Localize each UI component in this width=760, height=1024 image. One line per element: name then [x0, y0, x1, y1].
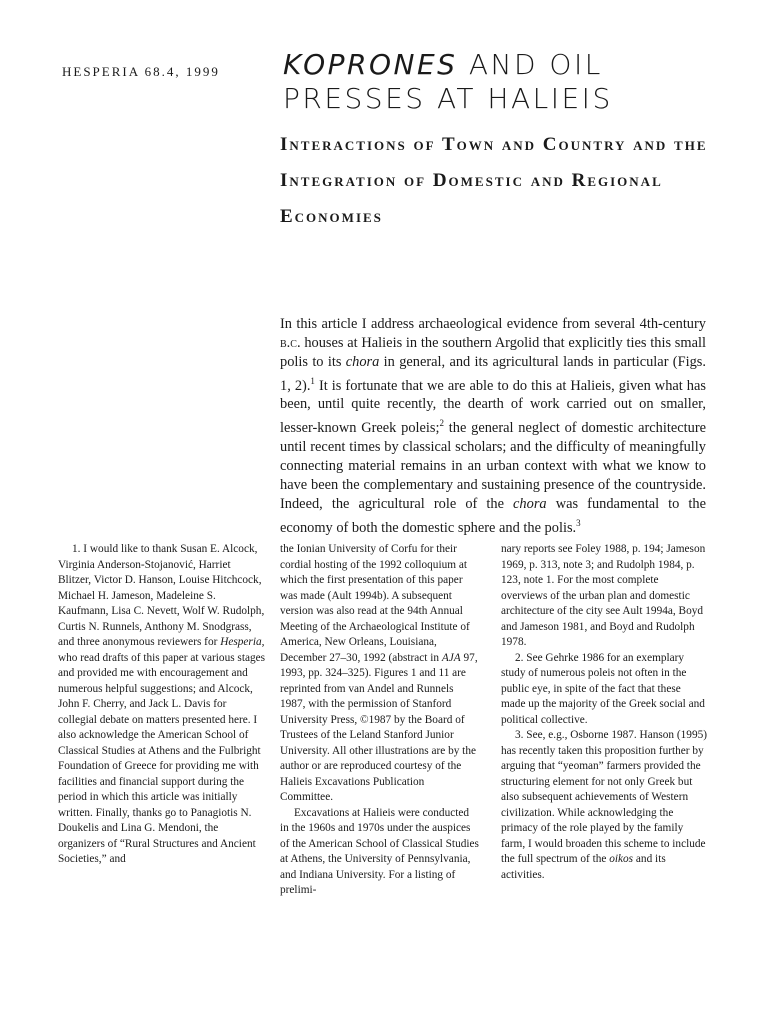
footnote-text: 3. See, e.g., Osborne 1987. Hanson (1995) has recently taken this proposition further by arguing that “yeoman” farmers provided the structuring element for not only Greek but also subsequent achievements of Western civilization. While acknowledging the primacy of the role played by the family farm, I would broaden this scheme to include the full spectrum of the: [501, 729, 708, 865]
footnote-2: 2. See Gehrke 1986 for an exemplary study of numerous poleis not often in the public eye, in spite of the fact that these made up the majority of the Greek social and political collective.: [501, 651, 705, 726]
abstract-text: In this article I address archaeological evidence from several 4th-century: [280, 316, 706, 332]
abstract-text: It is fortunate that we are able to do this at Halieis, given what has been, until quite recently, the dearth of work carried out on smaller, lesser-known Greek poleis;: [280, 377, 706, 437]
footnote-text: 97, 1993, pp. 324–325). Figures 1 and 11 are reprinted from van Andel and Runnels 1987, with the permission of Stanford University Press, ©1987 by the Board of Trustees of the Leland Stanford Junior University. All other illustrations are by the author or are reproduced courtesy of the Halieis Excavations Publication Committee.: [280, 651, 478, 803]
article-title: [283, 48, 723, 116]
title-italic-word: KOPRONES: [283, 48, 458, 81]
abstract-text: in general, and its agricultural lands in particular (Figs. 1, 2).: [280, 353, 706, 394]
abstract-paragraph: [280, 315, 706, 537]
footnote-text: who read drafts of this paper at various stages and provided me with encouragement and numerous helpful suggestions; and Alcock, John F. Cherry, and Jack L. Davis for collegial debate on matters presented here. I also acknowledge the American School of Classical Studies at Athens and the Fulbright Foundation of Greece for providing me with facilities and financial support during the period in which this article was initially written. Finally, thanks go to Panagiotis N. Doukelis and Lina G. Mendoni, the organizers of “Rural Structures and Ancient Societies,” and: [58, 651, 266, 865]
journal-header: HESPERIA 68.4, 1999: [62, 64, 220, 79]
journal-name-italic: Hesperia,: [220, 636, 265, 648]
title-rest: AND OIL PRESSES AT HALIEIS: [283, 48, 613, 115]
abstract-bc: b.c.: [280, 334, 301, 351]
abstract-chora-term: chora: [513, 495, 547, 512]
abstract-text: houses at Halieis in the southern Argolid that explicitly ties this small polis to its: [280, 334, 706, 370]
journal-abbrev-italic: AJA: [441, 651, 461, 664]
footnote-text: and its activities.: [501, 853, 666, 881]
footnote-3: [501, 728, 707, 883]
abstract-text: the general neglect of domestic architecture until recent times by classical scholars; and the difficulty of meaningfully connecting material remains in an urban context with what we know to have been the complementary and sustaining presence of the countryside. Indeed, the agricultural role of the: [280, 420, 706, 512]
footnote-column-2: [280, 542, 480, 899]
footnote-text: the Ionian University of Corfu for their cordial hosting of the 1992 colloquium at which the first presentation of this paper was made (Ault 1994b). A subsequent version was also read at the 94th Annual Meeting of the Archaeological Institute of America, New Orleans, Louisiana, December 27–30, 1992 (abstract in: [280, 543, 470, 664]
footnote-column-3: [501, 542, 707, 883]
abstract-text: was fundamental to the economy of both the domestic sphere and the polis.: [280, 495, 706, 536]
footnote-1: [58, 542, 266, 868]
footnote-1-continued-2: nary reports see Foley 1988, p. 194; Jameson 1969, p. 313, note 3; and Rudolph 1984, p. 123, note 1. For the most complete overviews of the urban plan and domestic architecture of the city see Ault 1994a, Boyd and Jameson 1981, and Boyd and Rudolph 1978.: [501, 543, 706, 648]
footnote-ref-2[interactable]: 2: [439, 418, 445, 429]
footnote-ref-3[interactable]: 3: [576, 517, 581, 528]
footnote-text: 1. I would like to thank Susan E. Alcock, Virginia Anderson-Stojanović, Harriet Blitzer, Victor D. Hanson, Louise Hitchcock, Michael H. Jameson, Madeleine S. Kaufmann, Lisa C. Nevett, Wolf W. Rudolph, Curtis N. Runnels, Anthony M. Snodgrass, and three anonymous reviewers for: [58, 543, 265, 648]
footnote-column-1: [58, 542, 266, 868]
abstract-chora-term: chora: [345, 353, 380, 370]
footnote-ref-1[interactable]: 1: [310, 375, 315, 386]
article-subtitle: Interactions of Town and Country and the Integration of Domestic and Regional Economies: [280, 134, 708, 227]
footnote-1-paragraph-2: Excavations at Halieis were conducted in the 1960s and 1970s under the auspices of the American School of Classical Studies at Athens, the University of Pennsylvania, and Indiana University. For a listing of prelimi-: [280, 806, 479, 896]
footnote-1-continued: [280, 542, 480, 806]
oikos-term: oikos: [609, 853, 634, 865]
